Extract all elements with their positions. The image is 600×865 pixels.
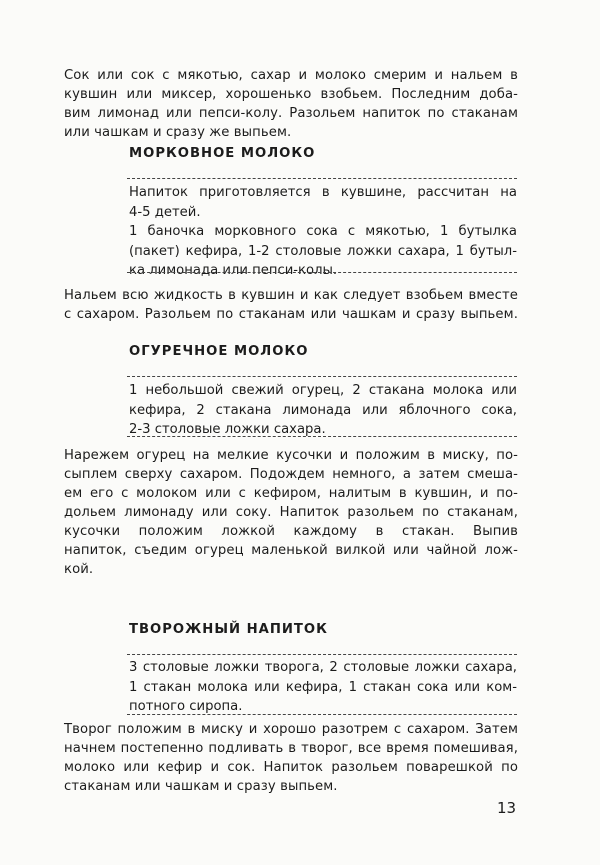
recipe-title-curd-drink: ТВОРОЖНЫЙ НАПИТОК bbox=[129, 622, 328, 637]
page-number: 13 bbox=[497, 799, 517, 817]
text-line: кувшин или миксер, хорошенько взобьем. Последним доба- bbox=[64, 87, 518, 102]
text-line: или чашкам и сразу же выпьем. bbox=[64, 125, 292, 140]
text-line: 3 столовые ложки творога, 2 столовые ложки сахара, bbox=[129, 660, 517, 675]
recipe-ingredients bbox=[129, 183, 517, 281]
recipe-title-carrot-milk: МОРКОВНОЕ МОЛОКО bbox=[129, 146, 316, 161]
text-line: с сахаром. Разольем по стаканам или чашкам и сразу выпьем. bbox=[64, 307, 518, 322]
text-line: стаканам или чашкам и сразу выпьем. bbox=[64, 779, 338, 794]
text-line: начнем постепенно подливать в творог, все время помешивая, bbox=[64, 741, 518, 756]
text-line: кой. bbox=[64, 562, 94, 577]
recipe-method bbox=[64, 446, 518, 579]
text-line: кефира, 2 стакана лимонада или яблочного сока, bbox=[129, 402, 517, 418]
text-line: ем его с молоком или с кефиром, налитым в кувшин, и по- bbox=[64, 486, 518, 501]
text-line: сыплем сверху сахаром. Подождем немного, а затем смеша- bbox=[64, 467, 518, 482]
intro-paragraph bbox=[64, 66, 518, 142]
recipe-ingredients bbox=[129, 658, 517, 717]
text-line: 1 стакан молока или кефира, 1 стакан сока или ком- bbox=[129, 679, 517, 695]
divider bbox=[127, 272, 517, 273]
divider bbox=[127, 178, 517, 179]
text-line: ка лимонада или пепси-колы. bbox=[129, 263, 338, 278]
text-line: Творог положим в миску и хорошо разотрем с сахаром. Затем bbox=[64, 722, 518, 737]
text-line: 1 небольшой свежий огурец, 2 стакана молока или bbox=[129, 383, 517, 398]
recipe-title-cucumber-milk: ОГУРЕЧНОЕ МОЛОКО bbox=[129, 344, 309, 359]
text-line: Нальем всю жидкость в кувшин и как следует взобьем вместе bbox=[64, 288, 518, 303]
recipe-method bbox=[64, 720, 518, 796]
text-line: 1 баночка морковного сока с мякотью, 1 бутылка bbox=[129, 224, 517, 239]
text-line: молоко или кефир и сок. Напиток разольем поварешкой по bbox=[64, 760, 518, 775]
text-line: 2-3 столовые ложки сахара. bbox=[129, 422, 326, 437]
text-line: вим лимонад или пепси-колу. Разольем напиток по стаканам bbox=[64, 106, 518, 121]
text-line: Напиток приготовляется в кувшине, рассчитан на bbox=[129, 185, 517, 200]
text-line: Нарежем огурец на мелкие кусочки и положим в миску, по- bbox=[64, 448, 518, 463]
text-line: 4-5 детей. bbox=[129, 204, 201, 220]
text-line: потного сиропа. bbox=[129, 699, 243, 714]
divider bbox=[127, 376, 517, 377]
text-line: дольем лимонаду или соку. Напиток разольем по стаканам, bbox=[64, 505, 518, 520]
text-line: напиток, съедим огурец маленькой вилкой или чайной лож- bbox=[64, 543, 518, 558]
text-line: кусочки положим ложкой каждому в стакан. Выпив bbox=[64, 524, 518, 539]
text-line: Сок или сок с мякотью, сахар и молоко смерим и нальем в bbox=[64, 68, 518, 83]
divider bbox=[127, 654, 517, 655]
recipe-ingredients bbox=[129, 381, 517, 440]
divider bbox=[127, 714, 517, 715]
text-line: (пакет) кефира, 1-2 столовые ложки сахара, 1 бутыл- bbox=[129, 243, 517, 259]
divider bbox=[127, 436, 517, 437]
recipe-method bbox=[64, 286, 518, 324]
